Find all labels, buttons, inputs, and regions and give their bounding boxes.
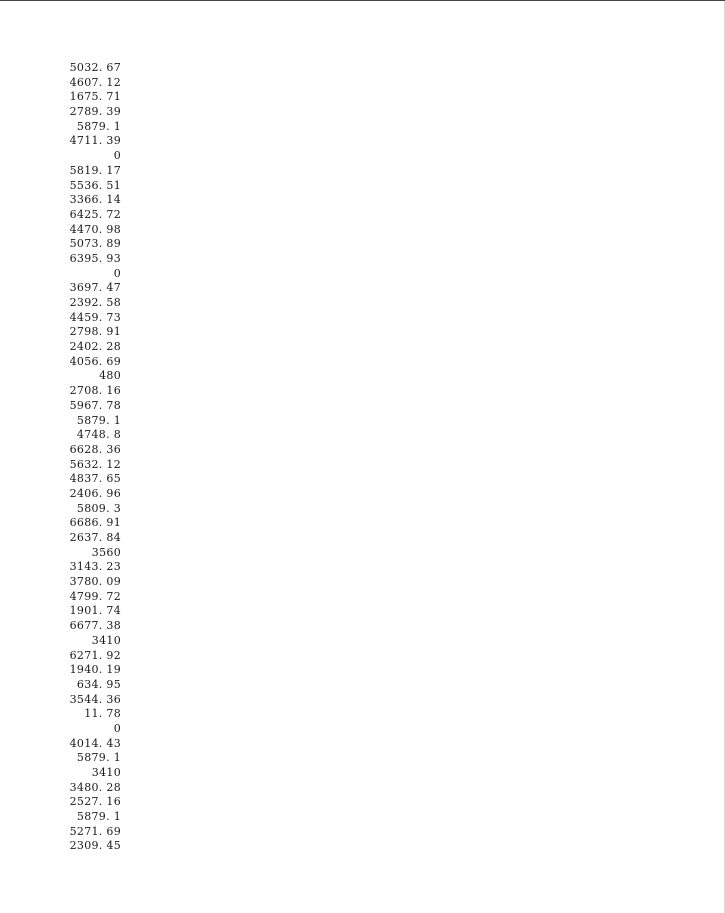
value-row: 3366. 14 — [69, 193, 121, 207]
value-row: 4459. 73 — [69, 310, 121, 324]
value-row: 3410 — [91, 766, 121, 779]
value-row: 4607. 12 — [69, 75, 121, 89]
value-row: 3560 — [91, 545, 121, 559]
value-row: 1901. 74 — [69, 604, 121, 618]
value-row: 4711. 39 — [69, 134, 121, 148]
value-row: 0 — [113, 266, 121, 280]
value-row: 3410 — [91, 633, 121, 647]
value-row: 2798. 91 — [69, 325, 121, 339]
value-row: 3143. 23 — [69, 560, 121, 574]
value-row: 1940. 19 — [69, 663, 121, 677]
value-row: 6686. 91 — [69, 516, 121, 530]
value-row: 6628. 36 — [69, 442, 121, 456]
value-row: 4748. 8 — [76, 428, 121, 442]
value-column — [60, 61, 121, 854]
value-row: 5271. 69 — [69, 824, 121, 838]
value-row: 0 — [113, 149, 121, 163]
value-row: 5536. 51 — [69, 178, 121, 192]
value-row: 11. 78 — [84, 707, 121, 721]
value-row: 6395. 93 — [69, 251, 121, 265]
value-row: 0 — [113, 721, 121, 735]
value-row: 4056. 69 — [69, 354, 121, 368]
value-row: 5632. 12 — [69, 457, 121, 471]
value-row: 4799. 72 — [69, 589, 121, 603]
value-row: 3780. 09 — [69, 575, 121, 589]
value-row: 5032. 67 — [69, 61, 121, 74]
value-row: 6677. 38 — [69, 619, 121, 633]
value-row: 2406. 96 — [69, 486, 121, 500]
value-row: 2637. 84 — [69, 531, 121, 544]
value-row: 5879. 1 — [76, 119, 121, 133]
value-row: 3697. 47 — [69, 281, 121, 295]
value-row: 5809. 3 — [76, 501, 121, 515]
value-row: 5967. 78 — [69, 398, 121, 412]
value-row: 5879. 1 — [76, 751, 121, 765]
value-row: 2392. 58 — [69, 296, 121, 309]
value-row: 5073. 89 — [69, 237, 121, 251]
value-row: 2309. 45 — [69, 839, 121, 853]
value-row: 4014. 43 — [69, 736, 121, 750]
value-row: 3480. 28 — [69, 780, 121, 794]
value-row: 2789. 39 — [69, 105, 121, 119]
value-row: 2402. 28 — [69, 340, 121, 354]
value-row: 2708. 16 — [69, 384, 121, 398]
value-row: 4837. 65 — [69, 472, 121, 486]
value-row: 6425. 72 — [69, 207, 121, 221]
value-row: 4470. 98 — [69, 222, 121, 236]
value-row: 5819. 17 — [69, 163, 121, 177]
value-row: 2527. 16 — [69, 795, 121, 809]
value-row: 5879. 1 — [76, 810, 121, 824]
value-row: 634. 95 — [76, 677, 121, 691]
value-row: 5879. 1 — [76, 413, 121, 427]
value-row: 1675. 71 — [69, 90, 121, 104]
value-row: 3544. 36 — [69, 692, 121, 706]
value-row: 6271. 92 — [69, 648, 121, 662]
value-row: 480 — [99, 369, 121, 383]
